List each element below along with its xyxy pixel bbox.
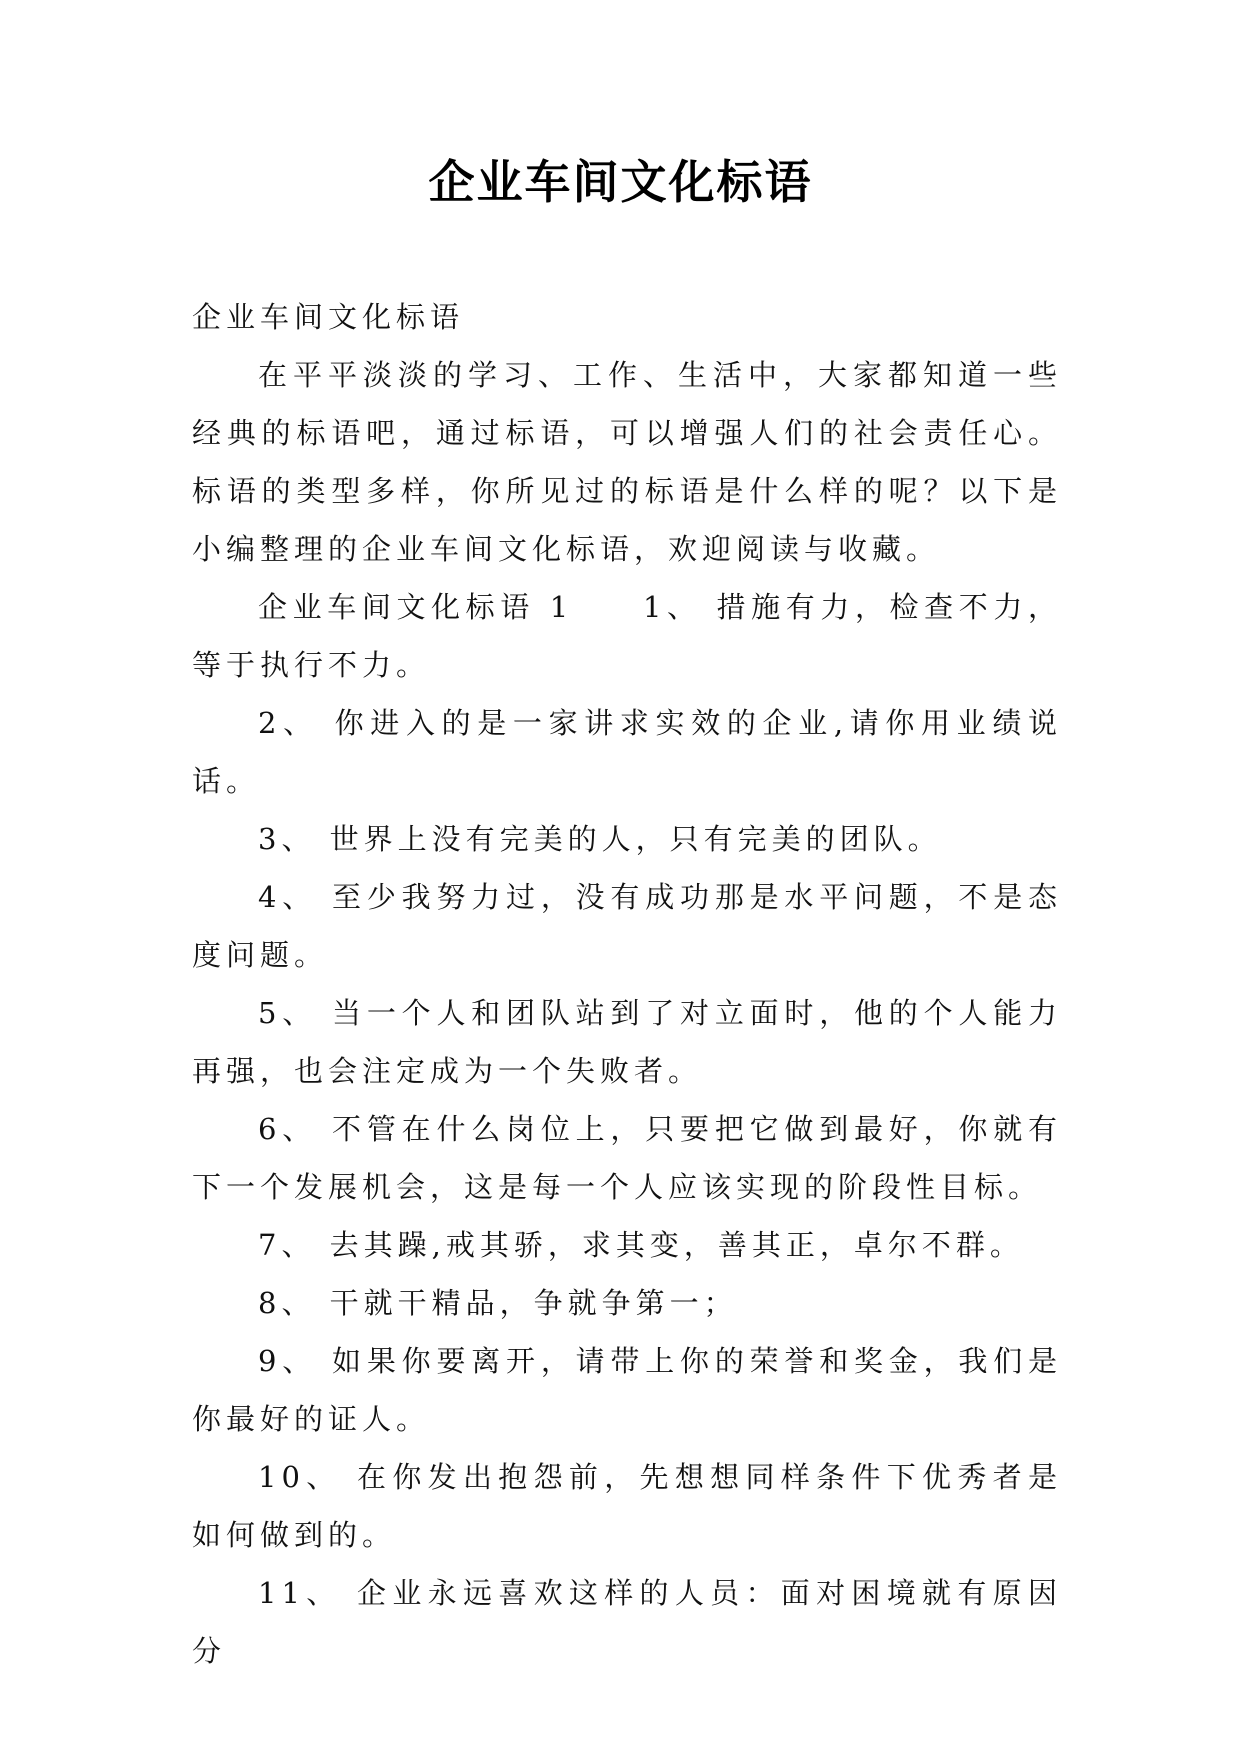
document-body: [192, 288, 1062, 1680]
slogan-item-5: 5、 当一个人和团队站到了对立面时，他的个人能力再强，也会注定成为一个失败者。: [192, 996, 1062, 1088]
intro-paragraph: 在平平淡淡的学习、工作、生活中，大家都知道一些经典的标语吧，通过标语，可以增强人们的社会责任心。标语的类型多样，你所见过的标语是什么样的呢？以下是小编整理的企业车间文化标语，欢迎阅读与收藏。: [192, 358, 1062, 566]
slogan-item-6: 6、 不管在什么岗位上，只要把它做到最好，你就有下一个发展机会，这是每一个人应该实现的阶段性目标。: [192, 1112, 1062, 1204]
document-subtitle: 企业车间文化标语: [192, 300, 465, 334]
document-title: 企业车间文化标语: [428, 155, 813, 209]
slogan-item-4: 4、 至少我努力过，没有成功那是水平问题，不是态度问题。: [192, 880, 1062, 972]
slogan-item-11: 11、 企业永远喜欢这样的人员：面对困境就有原因分: [192, 1576, 1062, 1668]
slogan-item-7: 7、 去其躁,戒其骄，求其变，善其正，卓尔不群。: [258, 1228, 1024, 1262]
slogan-item-8: 8、 干就干精品，争就争第一；: [258, 1286, 738, 1320]
slogan-item-10: 10、 在你发出抱怨前，先想想同样条件下优秀者是如何做到的。: [192, 1460, 1062, 1552]
slogan-item-9: 9、 如果你要离开，请带上你的荣誉和奖金，我们是你最好的证人。: [192, 1344, 1062, 1436]
slogan-item-2: 2、 你进入的是一家讲求实效的企业,请你用业绩说话。: [192, 706, 1062, 798]
slogan-item-3: 3、 世界上没有完美的人，只有完美的团队。: [258, 822, 942, 856]
slogan-item-1: 企业车间文化标语 1 1、 措施有力，检查不力，等于执行不力。: [192, 590, 1062, 682]
